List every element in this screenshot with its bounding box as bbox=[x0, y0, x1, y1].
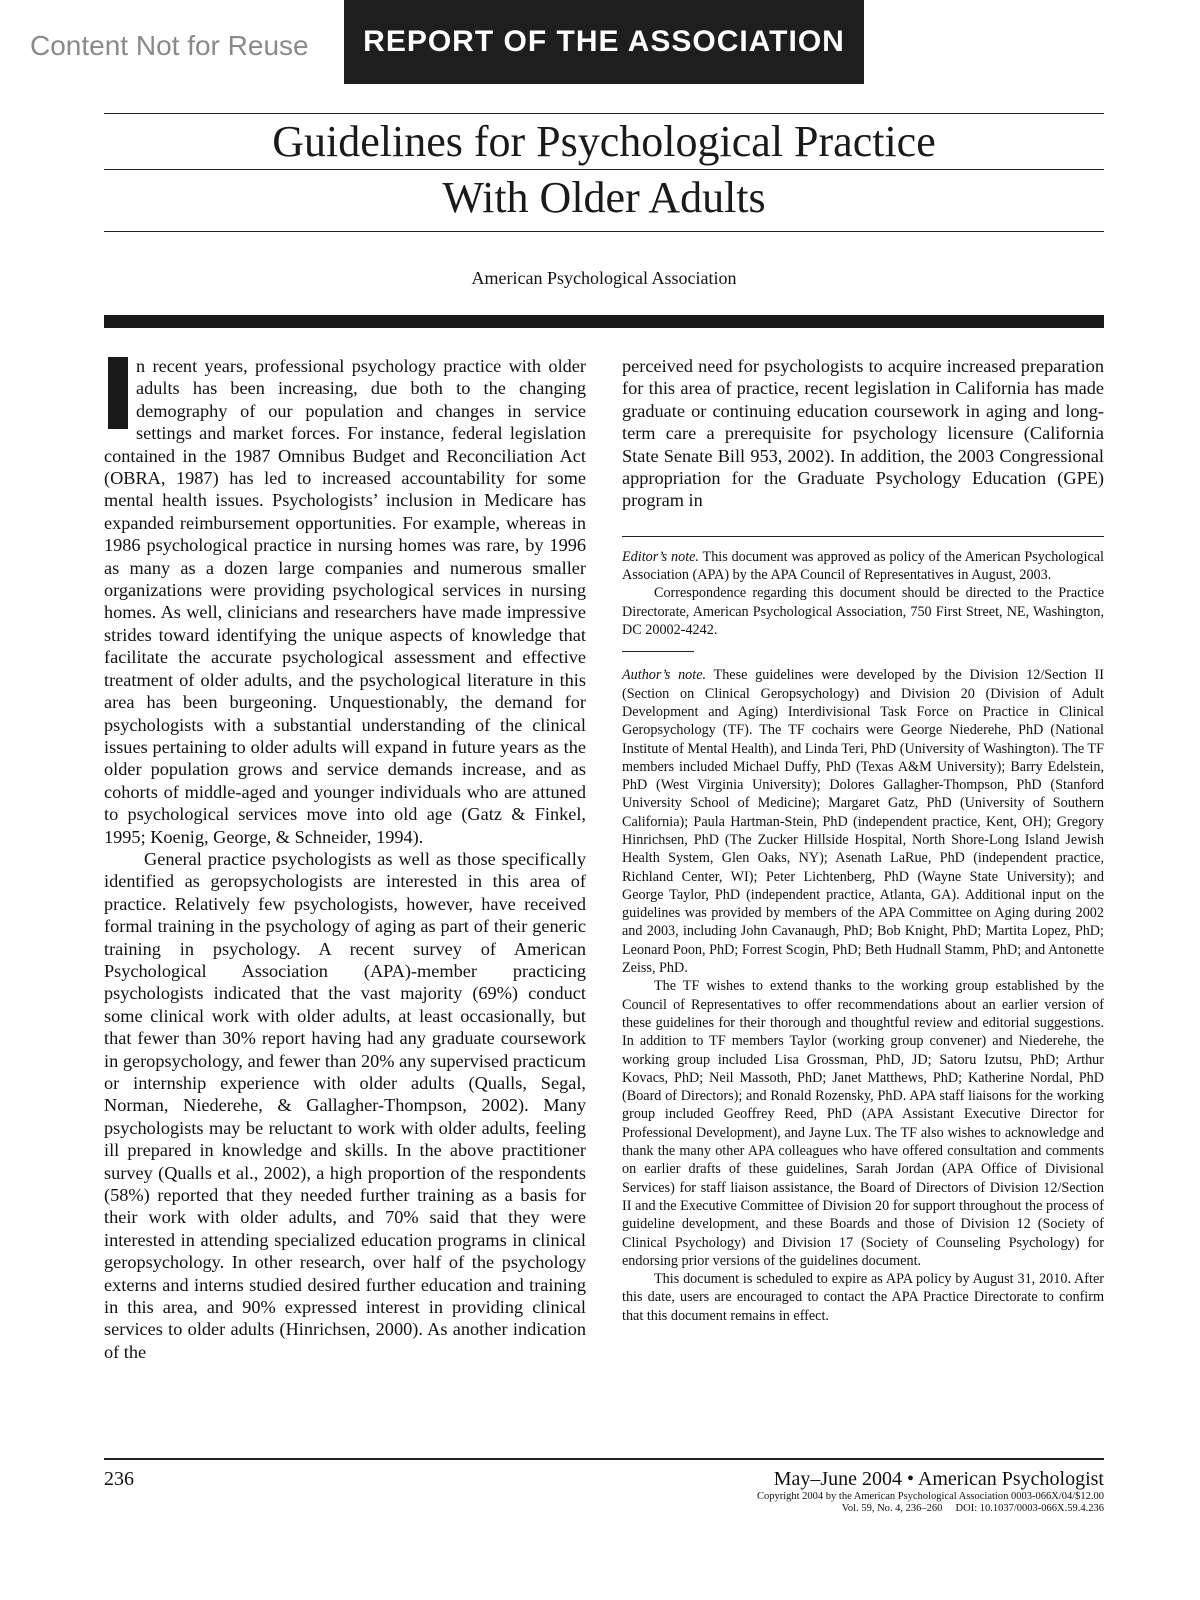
right-column bbox=[622, 355, 1104, 1325]
watermark-text: Content Not for Reuse bbox=[30, 30, 309, 61]
title-bottom-rule bbox=[104, 231, 1104, 232]
title-line-1: Guidelines for Psychological Practice bbox=[272, 117, 936, 166]
volume-doi-line: Vol. 59, No. 4, 236–260 DOI: 10.1037/0003-066X.59.4.236 bbox=[841, 1503, 1104, 1514]
section-banner: REPORT OF THE ASSOCIATION bbox=[344, 0, 864, 84]
copyright-line: Copyright 2004 by the American Psychological Association 0003-066X/04/$12.00 bbox=[756, 1491, 1104, 1502]
journal-line: May–June 2004 • American Psychologist bbox=[773, 1468, 1104, 1490]
expiry-note: This document is scheduled to expire as APA policy by August 31, 2010. After this date, users are encouraged to contact the APA Practice Directorate to confirm that this document remains in effect. bbox=[622, 1271, 1104, 1324]
authors-note bbox=[622, 666, 1104, 977]
intro-paragraph bbox=[104, 355, 586, 848]
left-column bbox=[104, 355, 586, 1363]
intro-paragraph-text: n recent years, professional psychology practice with older adults has been increasing, due both to the changing demography of our population and changes in service settings and market forces. For instance, federal legislation contained in the 1987 Omnibus Budget and Reconciliation Act (OBRA, 1987) has led to increased accountability for some mental health issues. Psychologists’ inclusion in Medicare has expanded reimbursement opportunities. For example, whereas in 1986 psychological practice in nursing homes was rare, by 1996 as many as a dozen large companies and numerous smaller organizations were providing psychological services in nursing homes. As well, clinicians and researchers have made impressive strides toward identifying the unique aspects of knowledge that facilitate the accurate psychological assessment and effective treatment of older adults, and the psychological literature in this area has been burgeoning. Unquestionably, the demand for psychologists with a substantial understanding of the clinical issues pertaining to older adults will expand in future years as the older population grows and service demands increase, and as cohorts of middle-aged and younger individuals who are attuned to psychological services move into old age (Gatz & Finkel, 1995; Koenig, George, & Schneider, 1994). bbox=[104, 356, 586, 847]
notes-divider bbox=[622, 536, 1104, 537]
drop-cap bbox=[108, 357, 128, 429]
correspondence-note: Correspondence regarding this document should be directed to the Practice Directorate, American Psychological Association, 750 First Street, NE, Washington, DC 20002-4242. bbox=[622, 585, 1104, 639]
title-line-2: With Older Adults bbox=[442, 173, 766, 222]
notes-short-divider bbox=[622, 651, 694, 652]
author-line: American Psychological Association bbox=[471, 268, 737, 288]
title-block bbox=[104, 113, 1104, 232]
footer-rule bbox=[104, 1458, 1104, 1460]
authors-note-label: Author’s note. bbox=[622, 667, 707, 684]
editors-note bbox=[622, 548, 1104, 585]
authors-note-text: These guidelines were developed by the Division 12/Section II (Section on Clinical Geropsychology) and Division 20 (Division of Adult Development and Aging) Interdivisional Task Force on Practice in Clinical Geropsychology (TF). The TF cochairs were George Niederehe, PhD (National Institute of Mental Health), and Linda Teri, PhD (University of Washington). The TF members included Michael Duffy, PhD (Texas A&M University); Barry Edelstein, PhD (West Virginia University); Dolores Gallagher-Thompson, PhD (Stanford University School of Medicine); Margaret Gatz, PhD (University of Southern California); Paula Hartman-Stein, PhD (independent practice, Kent, OH); Gregory Hinrichsen, PhD (The Zucker Hillside Hospital, North Shore-Long Island Jewish Health System, Glen Oaks, NY); Asenath LaRue, PhD (independent practice, Richland Center, WI); Peter Lichtenberg, PhD (Wayne State University); and George Taylor, PhD (independent practice, Atlanta, GA). Additional input on the guidelines was provided by members of the APA Committee on Aging during 2002 and 2003, including John Cavanaugh, PhD; Bob Knight, PhD; Martita Lopez, PhD; Leonard Poon, PhD; Forrest Scogin, PhD; Beth Hudnall Stamm, PhD; and Antonette Zeiss, PhD. bbox=[622, 667, 1104, 977]
second-paragraph: General practice psychologists as well as those specifically identified as geropsychologists are interested in this area of practice. Relatively few psychologists, however, have received formal training in the psychology of aging as part of their generic training in psychology. A recent survey of American Psychological Association (APA)-member practicing psychologists indicated that the vast majority (69%) conduct some clinical work with older adults, at least occasionally, but that fewer than 30% report having had any graduate coursework in geropsychology, and fewer than 20% any supervised practicum or internship experience with older adults (Qualls, Segal, Norman, Niederehe, & Gallagher-Thompson, 2002). Many psychologists may be reluctant to work with older adults, feeling ill prepared in knowledge and skills. In the above practitioner survey (Qualls et al., 2002), a high proportion of the respondents (58%) reported that they needed further training as a basis for their work with older adults, and 70% said that they were interested in attending specialized education programs in clinical geropsychology. In other research, over half of the psychology externs and interns studied desired further education and training in this area, and 90% expressed interest in providing clinical services to older adults (Hinrichsen, 2000). As another indication of the bbox=[104, 848, 586, 1362]
editors-note-text: This document was approved as policy of the American Psychological Association (APA) by the APA Council of Representatives in August, 2003. bbox=[622, 548, 1104, 584]
right-column-body: perceived need for psychologists to acquire increased preparation for this area of practice, recent legislation in California has made graduate or continuing education coursework in aging and long-term care a prerequisite for psychology licensure (California State Senate Bill 953, 2002). In addition, the 2003 Congressional appropriation for the Graduate Psychology Education (GPE) program in bbox=[622, 356, 1104, 511]
editors-note-label: Editor’s note. bbox=[622, 548, 699, 565]
page-number: 236 bbox=[104, 1468, 134, 1490]
footer-citation bbox=[757, 1468, 1104, 1515]
header-thick-rule bbox=[104, 315, 1104, 328]
acknowledgments-note: The TF wishes to extend thanks to the working group established by the Council of Representatives to offer recommendations about an earlier version of these guidelines for their thorough and thoughtful review and editorial suggestions. In addition to TF members Taylor (working group convener) and Niederehe, the working group included Lisa Grossman, PhD, JD; Satoru Izutsu, PhD; Arthur Kovacs, PhD; Neil Massoth, PhD; Janet Matthews, PhD; Katherine Nordal, PhD (Board of Directors); and Ronald Rozensky, PhD. APA staff liaisons for the working group included Geoffrey Reed, PhD (APA Assistant Executive Director for Professional Development), and Jayne Lux. The TF also wishes to acknowledge and thank the many other APA colleagues who have offered consultation and comments on earlier drafts of these guidelines, Sarah Jordan (APA Office of Divisional Services) for staff liaison assistance, the Board of Directors of Division 12/Section II and the Executive Committee of Division 20 for support throughout the process of guideline development, and these Boards and those of Division 12 (Society of Clinical Psychology) and Division 17 (Society of Counseling Psychology) for endorsing prior versions of the guidelines document. bbox=[622, 978, 1104, 1269]
